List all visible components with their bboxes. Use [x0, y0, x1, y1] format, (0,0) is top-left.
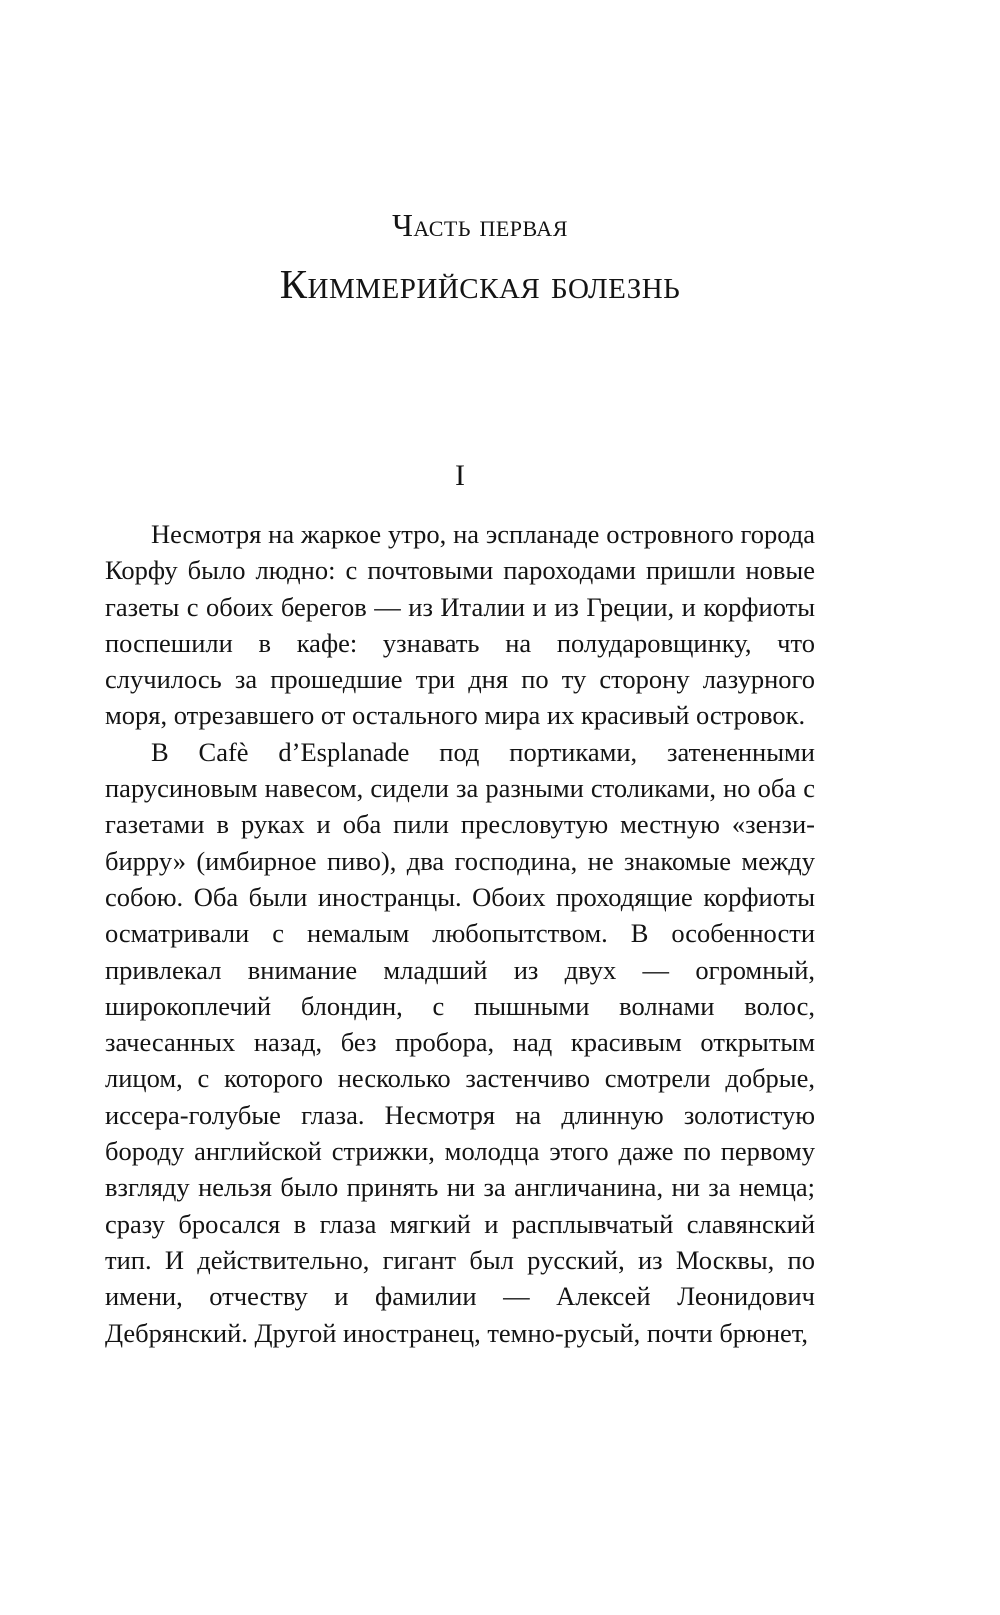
chapter-body [105, 516, 815, 1351]
part-title: Киммерийская болезнь [279, 261, 681, 307]
chapter-number: I [455, 459, 465, 492]
paragraph: Несмотря на жаркое утро, на эспланаде островного города Корфу было людно: с почтовыми пароходами пришли новые газеты с обоих берегов — из Италии и из Греции, и корфиоты поспешили в кафе: узнавать на полударовщинку, что случилось за прошедшие три дня по ту сторону лазурного моря, отрезавшего от остального мира их красивый островок. [105, 519, 815, 731]
paragraph: В Cafè d’Esplanade под портиками, затененными парусиновым навесом, сидели за разными столиками, но оба с газетами в руках и оба пили пресловутую местную «зензи-бирру» (имбирное пиво), два господина, не знакомые между собою. Оба были иностранцы. Обоих проходящие корфиоты осматривали с немалым любопытством. В особенности привлекал внимание младший из двух — огромный, широкоплечий блондин, с пышными волнами волос, зачесанных назад, без пробора, над красивым открытым лицом, с которого несколько застенчиво смотрели добрые, иссера-голубые глаза. Несмотря на длинную золотистую бороду английской стрижки, молодца этого даже по первому взгляду нельзя было принять ни за англичанина, ни за немца; сразу бросался в глаза мягкий и расплывчатый славянский тип. И действительно, гигант был русский, из Москвы, по имени, отчеству и фамилии — Алексей Леонидович Дебрянский. Другой иностранец, темно-русый, почти брюнет, [105, 736, 815, 1348]
part-label: Часть первая [392, 207, 568, 243]
